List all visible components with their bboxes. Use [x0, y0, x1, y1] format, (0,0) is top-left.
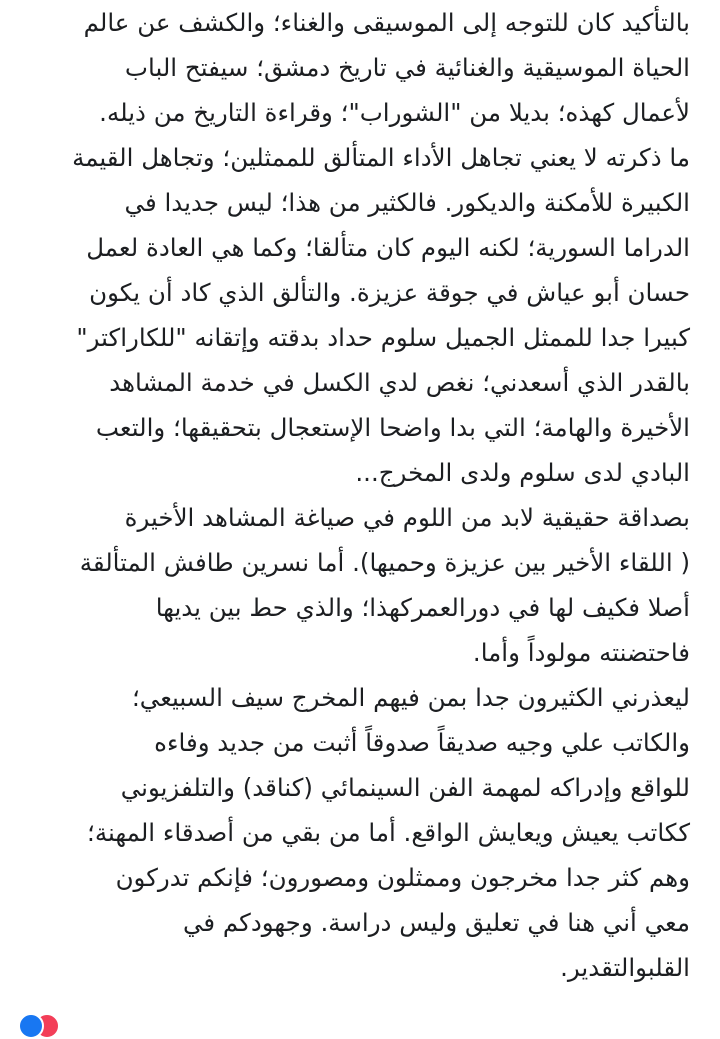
post-line: كبيرا جدا للممثل الجميل سلوم حداد بدقته وإتقانه "للكاراكتر" [76, 323, 690, 352]
reactions-summary[interactable] [18, 1013, 78, 1033]
post-line: الدراما السورية؛ لكنه اليوم كان متألقا؛ وكما هي العادة لعمل [86, 233, 690, 262]
like-reaction-icon [18, 1013, 44, 1039]
post-line: لأعمال كهذه؛ بديلا من "الشوراب"؛ وقراءة التاريخ من ذيله. [99, 98, 690, 127]
post-line: بصداقة حقيقية لابد من اللوم في صياغة المشاهد الأخيرة [124, 503, 690, 532]
post-line: الحياة الموسيقية والغنائية في تاريخ دمشق؛ سيفتح الباب [124, 53, 690, 82]
post-line: البادي لدى سلوم ولدى المخرج... [355, 458, 690, 487]
post-line: فاحتضنته مولوداً وأما. [472, 638, 690, 667]
post-line: والكاتب علي وجيه صديقاً صدوقاً أثبت من جديد وفاءه [154, 728, 690, 757]
post-line: حسان أبو عياش في جوقة عزيزة. والتألق الذي كاد أن يكون [89, 278, 690, 307]
post-line: بالقدر الذي أسعدني؛ نغص لدي الكسل في خدمة المشاهد [109, 368, 690, 397]
post-line: ما ذكرته لا يعني تجاهل الأداء المتألق للممثلين؛ وتجاهل القيمة [72, 143, 690, 172]
post-line: الكبيرة للأمكنة والديكور. فالكثير من هذا؛ ليس جديدا في [124, 188, 690, 217]
post-line: ليعذرني الكثيرون جدا بمن فيهم المخرج سيف السبيعي؛ [131, 683, 690, 712]
post-line: للواقع وإدراكه لمهمة الفن السينمائي (كناقد) والتلفزيوني [120, 773, 690, 802]
post-line: أصلا فكيف لها في دورالعمركهذا؛ والذي حط بين يديها [155, 593, 690, 622]
post-line: وهم كثر جدا مخرجون وممثلون ومصورون؛ فإنكم تدركون [115, 863, 690, 892]
post-line: ( اللقاء الأخير بين عزيزة وحميها). أما نسرين طافش المتألقة [79, 548, 690, 577]
post-body [30, 0, 690, 990]
post-line: القلبوالتقدير. [560, 953, 690, 982]
post-line: ككاتب يعيش ويعايش الواقع. أما من بقي من أصدقاء المهنة؛ [87, 818, 690, 847]
post-line: الأخيرة والهامة؛ التي بدا واضحا الإستعجال بتحقيقها؛ والتعب [95, 413, 690, 442]
post-line: بالتأكيد كان للتوجه إلى الموسيقى والغناء؛ والكشف عن عالم [83, 8, 690, 37]
post-line: معي أني هنا في تعليق وليس دراسة. وجهودكم في [182, 908, 690, 937]
